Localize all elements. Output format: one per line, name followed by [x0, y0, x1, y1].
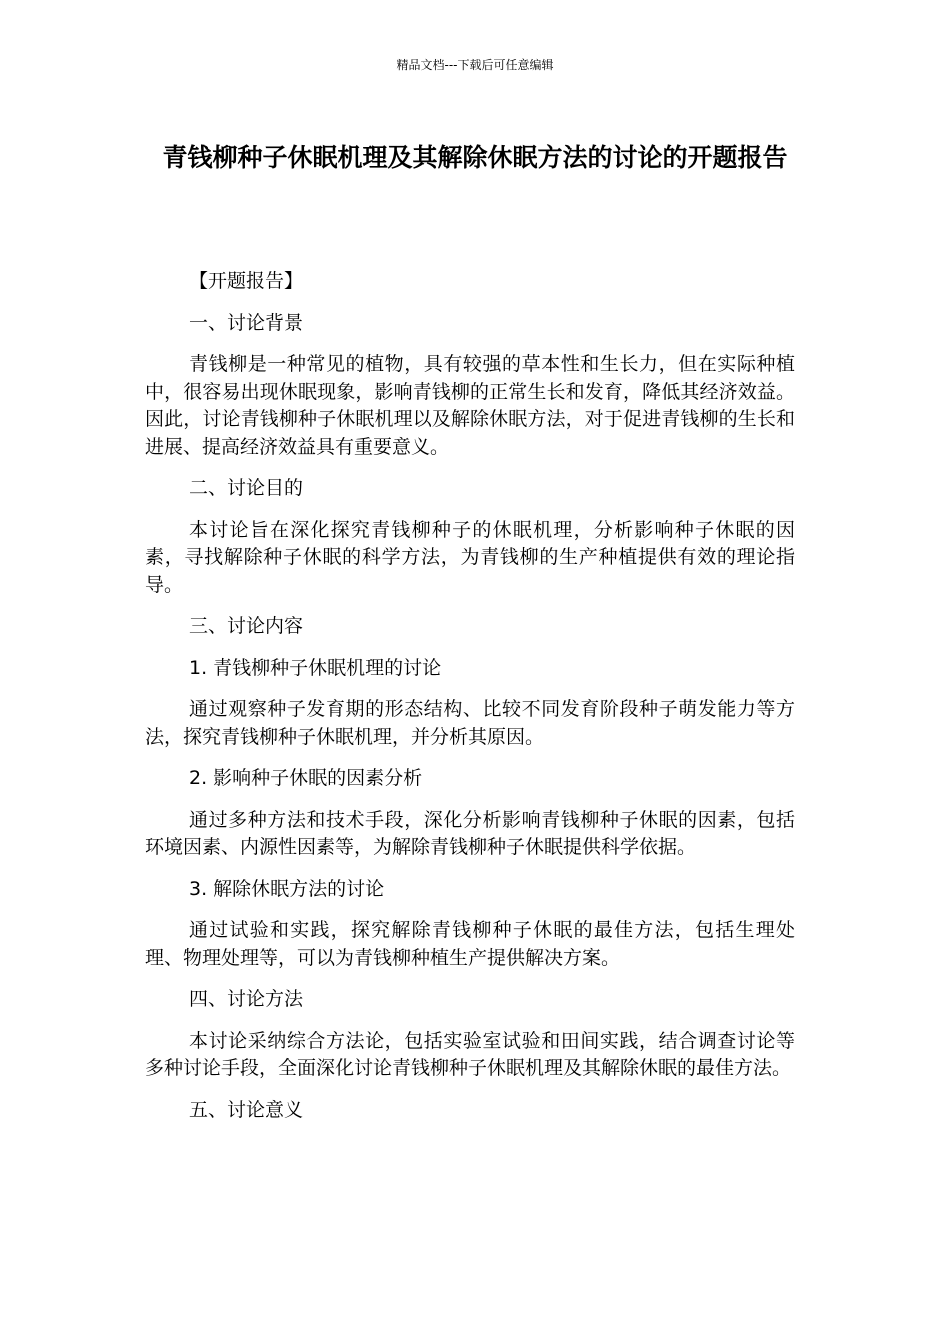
subheading-factors: 2. 影响种子休眠的因素分析 [189, 767, 423, 789]
paragraph-mechanism: 通过观察种子发育期的形态结构、比较不同发育阶段种子萌发能力等方法，探究青钱柳种子休眠机理，并分析其原因。 [145, 698, 795, 748]
subheading-methods-release: 3. 解除休眠方法的讨论 [189, 877, 385, 900]
heading-methodology: 四、讨论方法 [189, 988, 304, 1010]
section-label-report: 【开题报告】 [189, 270, 304, 292]
paragraph-purpose: 本讨论旨在深化探究青钱柳种子的休眠机理，分析影响种子休眠的因素，寻找解除种子休眠的科学方法，为青钱柳的生产种植提供有效的理论指导。 [145, 518, 795, 596]
heading-significance: 五、讨论意义 [189, 1098, 304, 1121]
paragraph-background: 青钱柳是一种常见的植物，具有较强的草本性和生长力，但在实际种植中，很容易出现休眠现象，影响青钱柳的正常生长和发育，降低其经济效益。因此，讨论青钱柳种子休眠机理以及解除休眠方法，对于促进青钱柳的生长和进展、提高经济效益具有重要意义。 [145, 353, 795, 458]
paragraph-methods-release: 通过试验和实践，探究解除青钱柳种子休眠的最佳方法，包括生理处理、物理处理等，可以为青钱柳种植生产提供解决方案。 [145, 919, 795, 969]
heading-purpose: 二、讨论目的 [189, 477, 304, 499]
paragraph-methodology: 本讨论采纳综合方法论，包括实验室试验和田间实践，结合调查讨论等多种讨论手段，全面深化讨论青钱柳种子休眠机理及其解除休眠的最佳方法。 [145, 1029, 795, 1079]
document-body [145, 268, 795, 1138]
header-note: 精品文档---下载后可任意编辑 [396, 58, 554, 72]
document-title: 青钱柳种子休眠机理及其解除休眠方法的讨论的开题报告 [162, 143, 788, 172]
heading-content: 三、讨论内容 [189, 615, 304, 637]
paragraph-factors: 通过多种方法和技术手段，深化分析影响青钱柳种子休眠的因素，包括环境因素、内源性因素等，为解除青钱柳种子休眠提供科学依据。 [145, 808, 795, 858]
heading-background: 一、讨论背景 [189, 311, 304, 334]
subheading-mechanism: 1. 青钱柳种子休眠机理的讨论 [189, 656, 442, 679]
